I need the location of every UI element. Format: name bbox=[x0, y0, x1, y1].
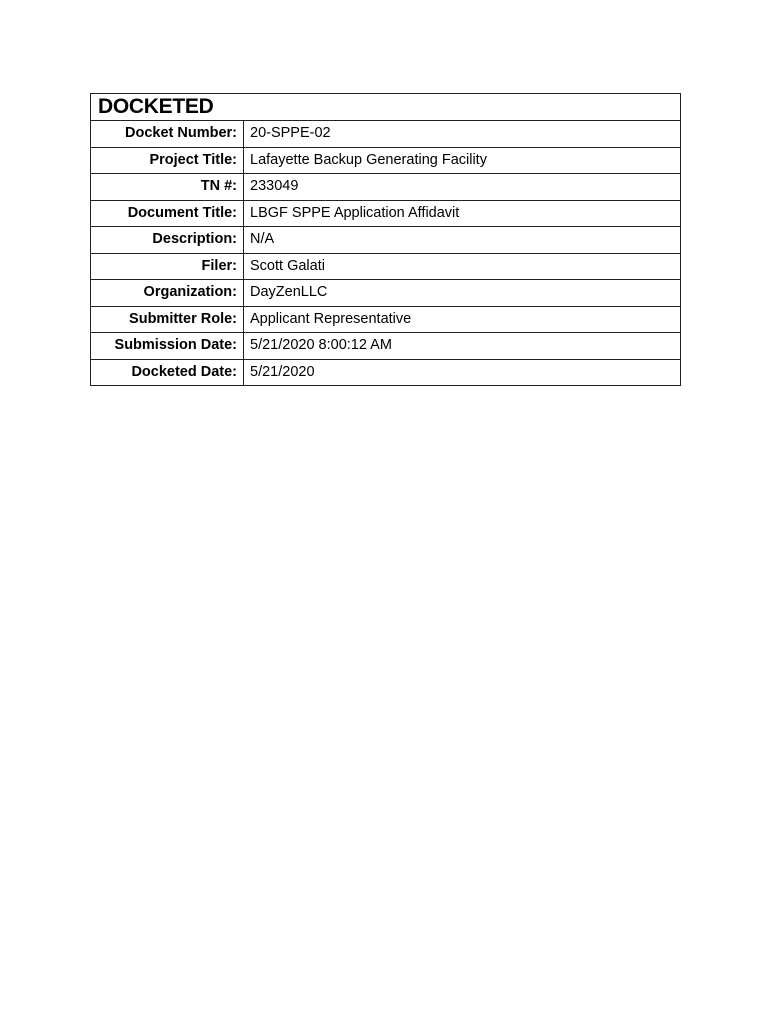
docket-info-table bbox=[91, 121, 680, 385]
submitter-role-label: Submitter Role: bbox=[91, 306, 244, 333]
project-title-row bbox=[91, 147, 680, 174]
docket-number-row bbox=[91, 121, 680, 147]
organization-value: DayZenLLC bbox=[244, 280, 681, 307]
document-title-row bbox=[91, 200, 680, 227]
docket-number-value: 20-SPPE-02 bbox=[244, 121, 681, 147]
filer-row bbox=[91, 253, 680, 280]
description-label: Description: bbox=[91, 227, 244, 254]
tn-number-label: TN #: bbox=[91, 174, 244, 201]
docketed-heading: DOCKETED bbox=[91, 94, 680, 121]
tn-number-row bbox=[91, 174, 680, 201]
submitter-role-value: Applicant Representative bbox=[244, 306, 681, 333]
description-value: N/A bbox=[244, 227, 681, 254]
submitter-role-row bbox=[91, 306, 680, 333]
docket-number-label: Docket Number: bbox=[91, 121, 244, 147]
docket-box bbox=[90, 93, 681, 386]
project-title-value: Lafayette Backup Generating Facility bbox=[244, 147, 681, 174]
document-title-value: LBGF SPPE Application Affidavit bbox=[244, 200, 681, 227]
filer-value: Scott Galati bbox=[244, 253, 681, 280]
description-row bbox=[91, 227, 680, 254]
filer-label: Filer: bbox=[91, 253, 244, 280]
submission-date-label: Submission Date: bbox=[91, 333, 244, 360]
submission-date-value: 5/21/2020 8:00:12 AM bbox=[244, 333, 681, 360]
tn-number-value: 233049 bbox=[244, 174, 681, 201]
organization-row bbox=[91, 280, 680, 307]
submission-date-row bbox=[91, 333, 680, 360]
document-title-label: Document Title: bbox=[91, 200, 244, 227]
project-title-label: Project Title: bbox=[91, 147, 244, 174]
docketed-date-label: Docketed Date: bbox=[91, 359, 244, 385]
organization-label: Organization: bbox=[91, 280, 244, 307]
docketed-date-value: 5/21/2020 bbox=[250, 363, 315, 380]
docketed-date-row bbox=[91, 359, 680, 385]
